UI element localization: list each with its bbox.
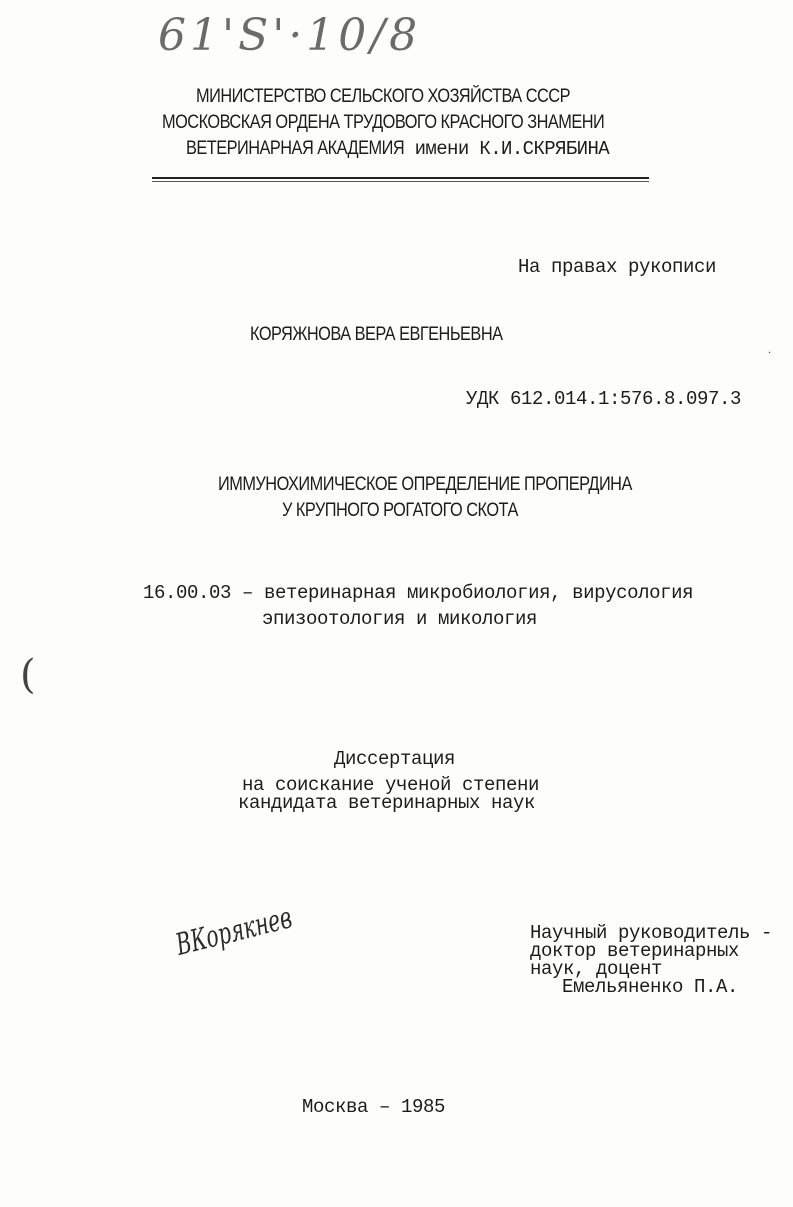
author-name: КОРЯЖНОВА ВЕРА ЕВГЕНЬЕВНА [250, 324, 503, 345]
institution-academy-name [186, 138, 609, 160]
work-degree-line1: на соискание ученой степени [242, 774, 540, 796]
author-signature [170, 886, 352, 964]
signature-text: ВКорякнев [172, 886, 352, 963]
supervisor-degree: доктор ветеринарных [530, 940, 740, 962]
stray-mark: · [768, 348, 772, 359]
specialty-line1: 16.00.03 – ветеринарная микробиология, вирусология [143, 582, 694, 604]
margin-bracket-mark: ( [20, 652, 36, 698]
specialty-line2: эпизоотология и микология [262, 608, 538, 630]
institution-academy-caps: ВЕТЕРИНАРНАЯ АКАДЕМИЯ [186, 138, 405, 159]
rights-note: На правах рукописи [518, 256, 717, 278]
handwritten-archive-number: 61'S'·10/8 [158, 10, 422, 61]
institution-academy-rest: имени К.И.СКРЯБИНА [414, 138, 610, 160]
supervisor-title: Научный руководитель - [530, 922, 773, 944]
work-type: Диссертация [334, 748, 456, 770]
supervisor-rank: наук, доцент [530, 958, 663, 980]
thesis-title-line1: ИММУНОХИМИЧЕСКОЕ ОПРЕДЕЛЕНИЕ ПРОПЕРДИНА [218, 474, 632, 495]
city-year: Москва – 1985 [302, 1096, 446, 1118]
supervisor-name: Емельяненко П.А. [562, 976, 739, 998]
udc-code: УДК 612.014.1:576.8.097.3 [466, 388, 742, 410]
work-degree-line2: кандидата ветеринарных наук [238, 792, 536, 814]
institution-ministry: МИНИСТЕРСТВО СЕЛЬСКОГО ХОЗЯЙСТВА СССР [196, 86, 570, 107]
header-rule [152, 177, 649, 179]
thesis-title-line2: У КРУПНОГО РОГАТОГО СКОТА [282, 500, 518, 521]
institution-academy-line: МОСКОВСКАЯ ОРДЕНА ТРУДОВОГО КРАСНОГО ЗНАМЕНИ [162, 112, 605, 133]
